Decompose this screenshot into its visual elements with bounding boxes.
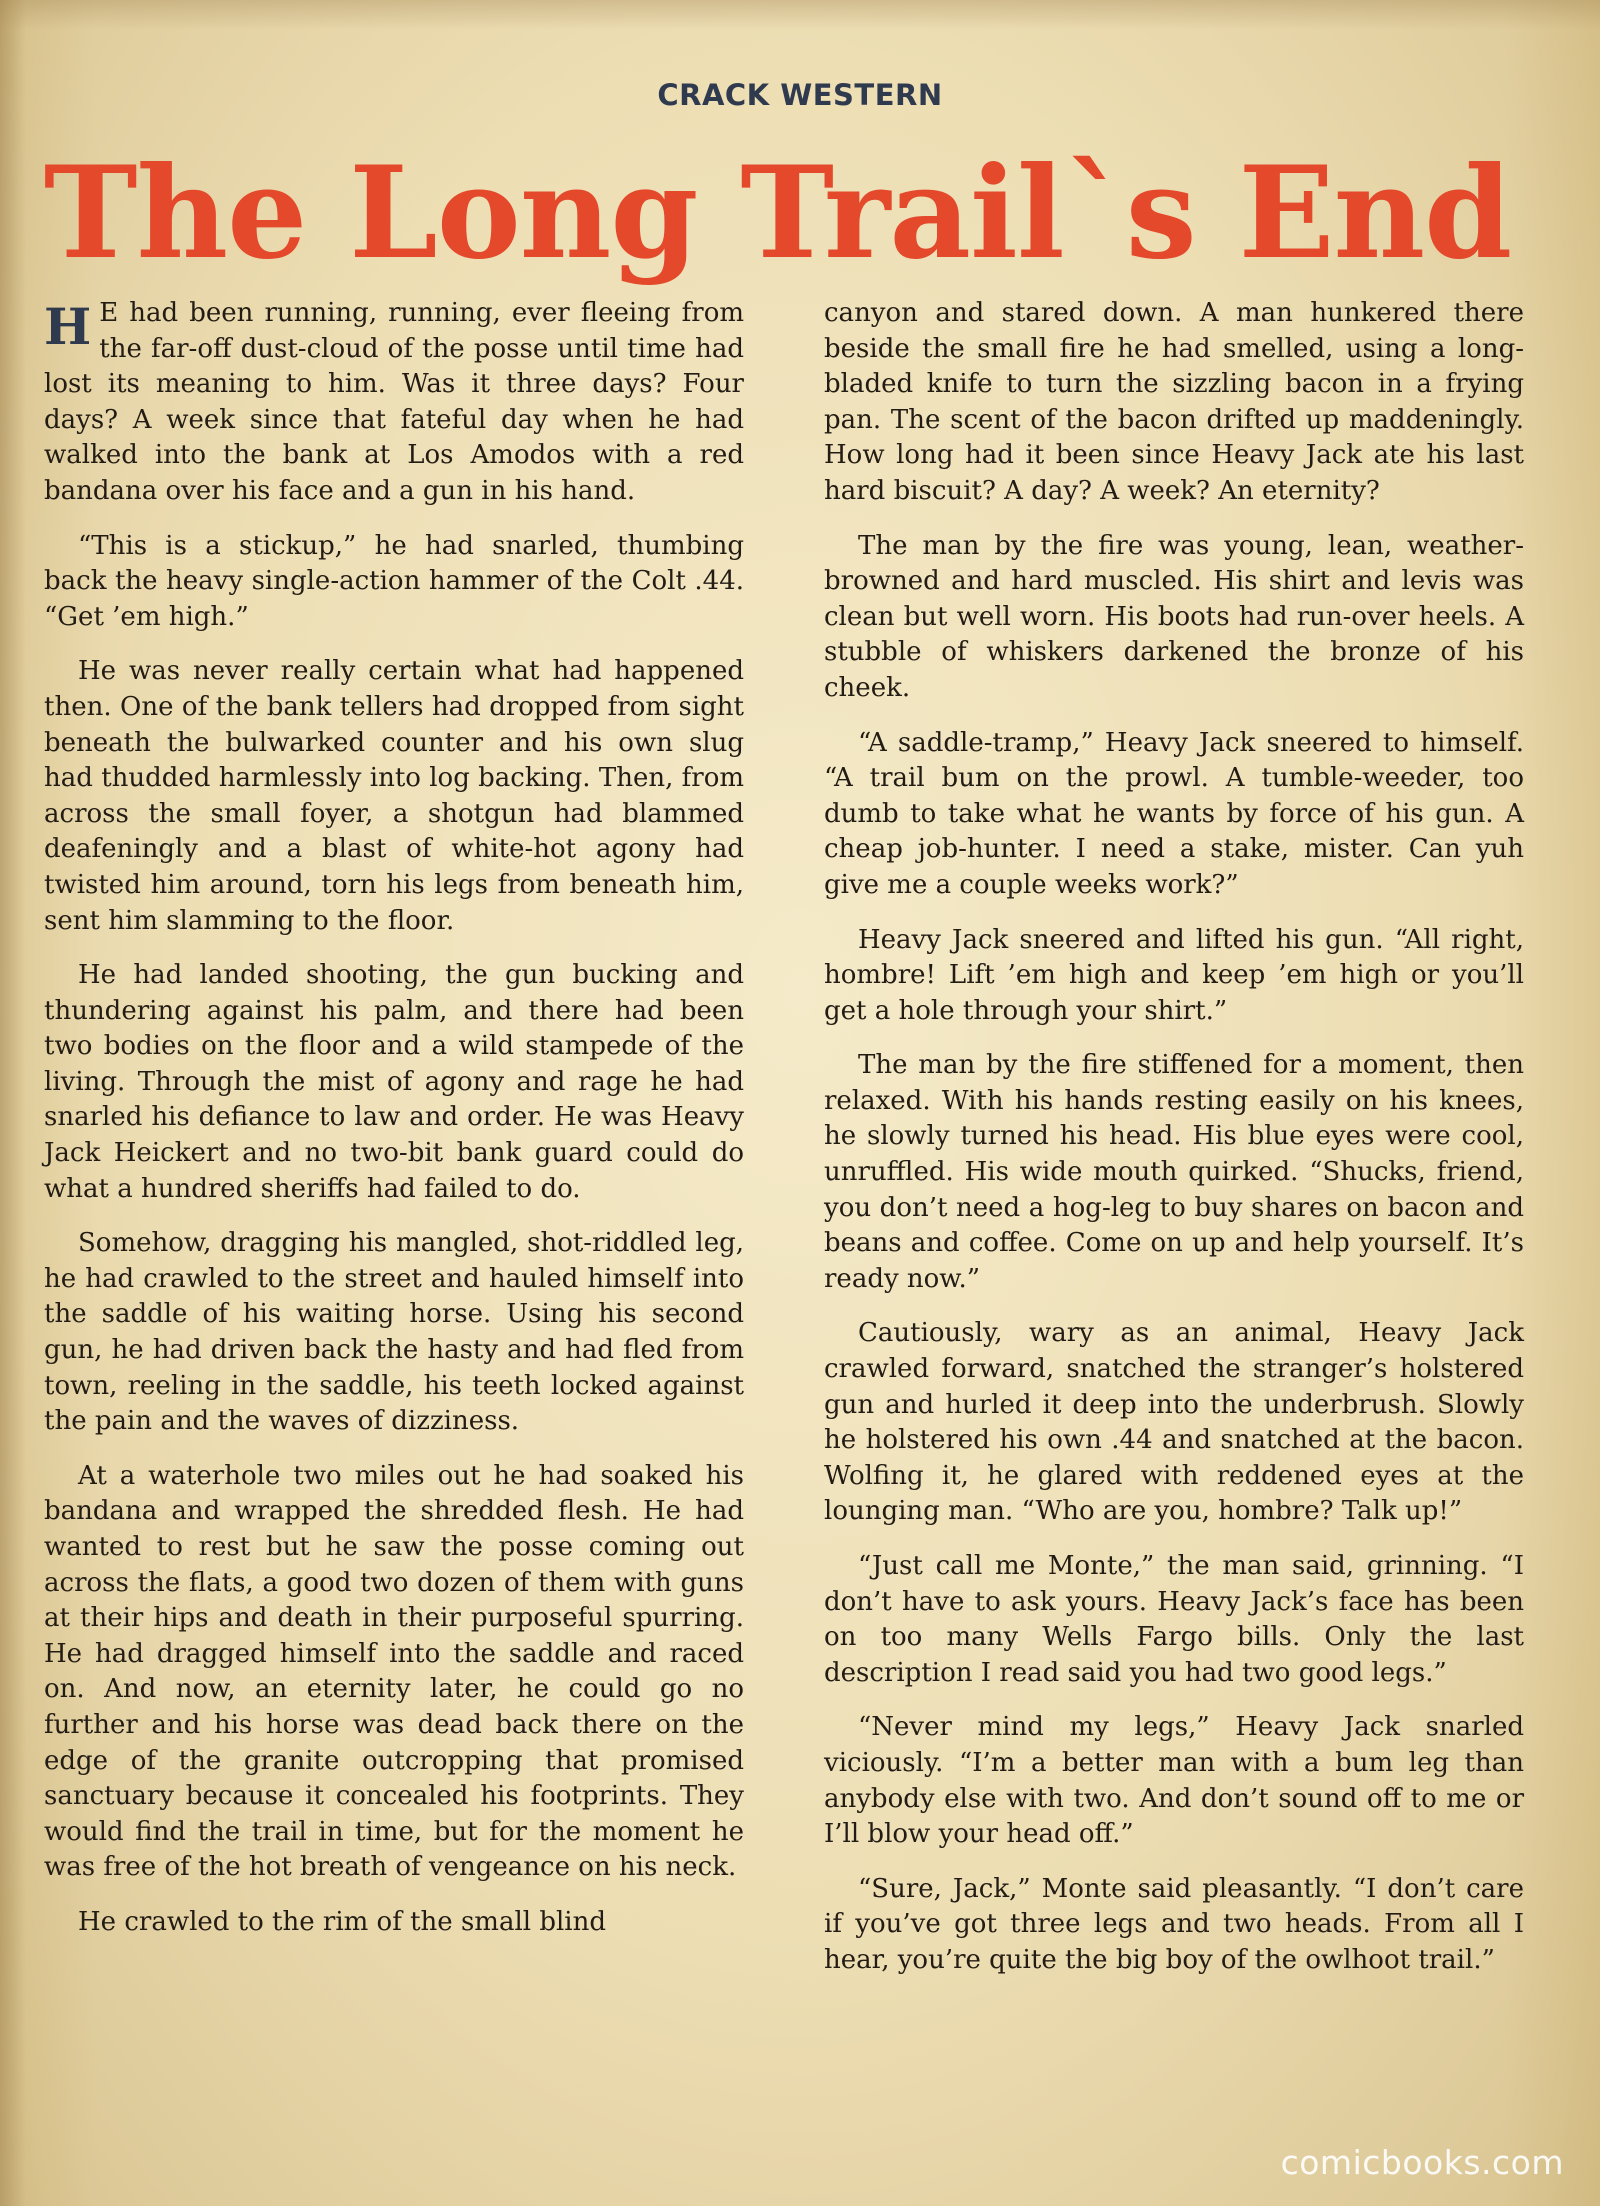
story-paragraph: “Sure, Jack,” Monte said pleasantly. “I don’t care if you’ve got three legs and two heads. From all I hear, you’re quite the big boy of the owlhoot trail.” — [824, 1873, 1524, 1975]
story-paragraph: “This is a stickup,” he had snarled, thumbing back the heavy single-action hammer of the Colt .44. “Get ’em high.” — [44, 530, 744, 632]
story-paragraph: He was never really certain what had happened then. One of the bank tellers had dropped from sight beneath the bulwarked counter and his own slug had thudded harmlessly into log backing. Then, from across the small foyer, a shotgun had blammed deafeningly and a blast of white-hot agony had twisted him around, torn his legs from beneath him, sent him slamming to the floor. — [44, 656, 744, 936]
magazine-name: CRACK WESTERN — [657, 78, 943, 112]
story-paragraph: Somehow, dragging his mangled, shot-riddled leg, he had crawled to the street and hauled himself into the saddle of his waiting horse. Using his second gun, he had driven back the hasty and had fled from town, reeling in the saddle, his teeth locked against the pain and the waves of dizziness. — [44, 1228, 744, 1437]
story-paragraph: The man by the fire stiffened for a moment, then relaxed. With his hands resting easily on his knees, he slowly turned his head. His blue eyes were cool, unruffled. His wide mouth quirked. “Shucks, friend, you don’t need a hog-leg to buy shares on bacon and beans and coffee. Come on up and help yourself. It’s ready now.” — [824, 1050, 1524, 1294]
drop-cap: H — [44, 297, 92, 356]
paragraph-text: E had been running, running, ever fleeing from the far-off dust-cloud of the posse until time had lost its meaning to him. Was it three days? Four days? A week since that fateful day when he had walked into the bank at Los Amodos with a red bandana over his face and a gun in his hand. — [44, 298, 744, 506]
story-paragraph: Heavy Jack sneered and lifted his gun. “All right, hombre! Lift ’em high and keep ’em high or you’ll get a hole through your shirt.” — [824, 924, 1524, 1026]
site-watermark: comicbooks.com — [1280, 2143, 1564, 2182]
page-top-shadow — [0, 0, 1600, 30]
story-paragraph: The man by the fire was young, lean, weather-browned and hard muscled. His shirt and levis was clean but well worn. His boots had run-over heels. A stubble of whiskers darkened the bronze of his cheek. — [824, 530, 1524, 703]
right-column — [824, 296, 1524, 2136]
story-paragraph — [44, 296, 744, 510]
story-paragraph: “Just call me Monte,” the man said, grinning. “I don’t have to ask yours. Heavy Jack’s face has been on too many Wells Fargo bills. Only the last description I read said you had two good legs.” — [824, 1551, 1524, 1688]
story-paragraph: “A saddle-tramp,” Heavy Jack sneered to himself. “A trail bum on the prowl. A tumble-weeder, too dumb to take what he wants by force of his gun. A cheap job-hunter. I need a stake, mister. Can yuh give me a couple weeks work?” — [824, 727, 1524, 900]
story-paragraph: He crawled to the rim of the small blind — [78, 1906, 606, 1937]
story-paragraph: “Never mind my legs,” Heavy Jack snarled viciously. “I’m a better man with a bum leg than anybody else with two. And don’t sound off to me or I’ll blow your head off.” — [824, 1712, 1524, 1850]
story-body — [44, 296, 1524, 2136]
story-title: The Long Trail`s End — [43, 139, 1512, 287]
story-paragraph: Cautiously, wary as an animal, Heavy Jack crawled forward, snatched the stranger’s holstered gun and hurled it deep into the underbrush. Slowly he holstered his own .44 and snatched at the bacon. Wolfing it, he glared with reddened eyes at the lounging man. “Who are you, hombre? Talk up!” — [824, 1318, 1524, 1527]
story-paragraph: canyon and stared down. A man hunkered there beside the small fire he had smelled, using a long-bladed knife to turn the sizzling bacon in a frying pan. The scent of the bacon drifted up maddeningly. How long had it been since Heavy Jack ate his last hard biscuit? A day? A week? An eternity? — [824, 298, 1524, 506]
page-edge-shadow — [0, 0, 26, 2206]
left-column — [44, 296, 744, 2136]
story-paragraph: He had landed shooting, the gun bucking and thundering against his palm, and there had been two bodies on the floor and a wild stampede of the living. Through the mist of agony and rage he had snarled his defiance to law and order. He was Heavy Jack Heickert and no two-bit bank guard could do what a hundred sheriffs had failed to do. — [44, 960, 744, 1204]
story-paragraph: At a waterhole two miles out he had soaked his bandana and wrapped the shredded flesh. He had wanted to rest but he saw the posse coming out across the flats, a good two dozen of them with guns at their hips and death in their purposeful spurring. He had dragged himself into the saddle and raced on. And now, an eternity later, he could go no further and his horse was dead back there on the edge of the granite outcropping that promised sanctuary because it concealed his footprints. They would find the trail in time, but for the moment he was free of the hot breath of vengeance on his neck. — [44, 1460, 744, 1883]
